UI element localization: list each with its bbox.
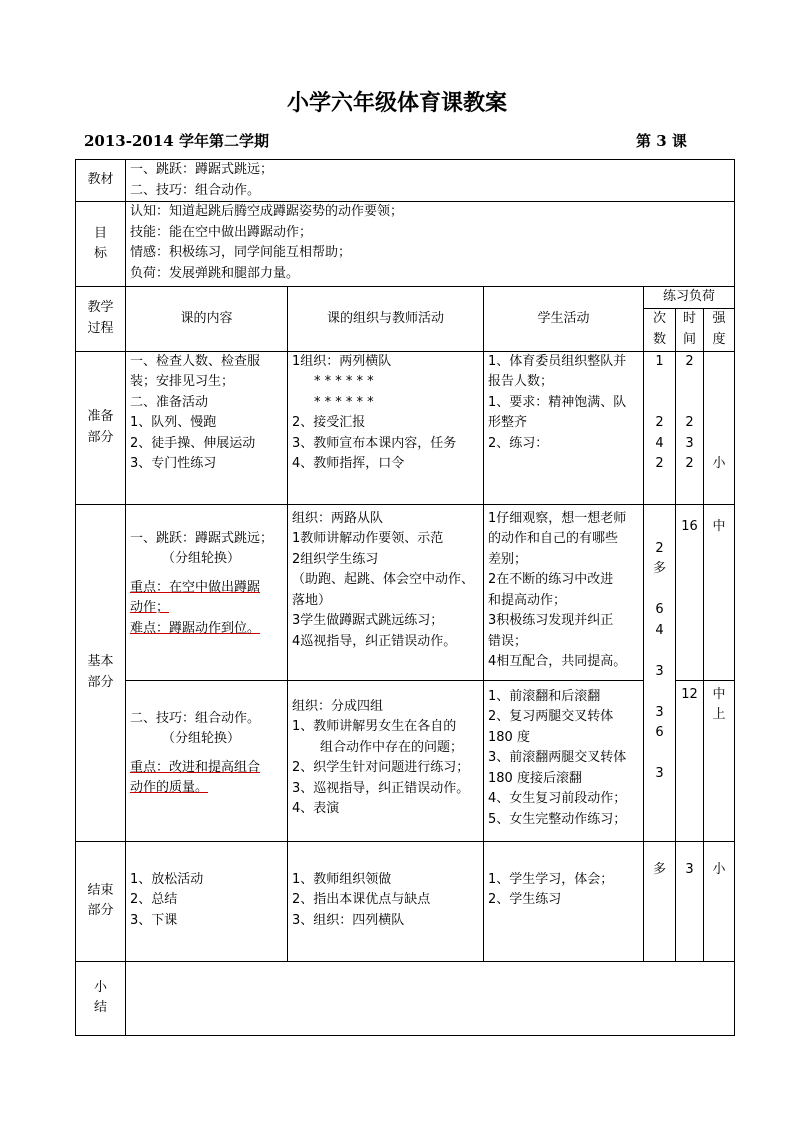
time-header: 时 间 [676,308,704,351]
goals-label: 目 标 [76,202,126,287]
prep-content: 一、检查人数、检查服 装；安排见习生； 二、准备活动 1、队列、慢跑 2、徒手操、伸展运动 3、专门性练习 [126,351,288,504]
basic-times: 2 多 6 4 3 3 6 3 [644,504,676,841]
end-times: 多 [644,841,676,961]
goal-line: 技能：能在空中做出蹲踞动作； [130,224,313,240]
prep-time: 2 2 3 2 [676,351,704,504]
organization-header: 课的组织与教师活动 [288,287,484,352]
skill-student: 1、前滚翻和后滚翻 2、复习两腿交叉转体 180 度 3、前滚翻两腿交叉转体 180 度接后滚翻 4、女生复习前段动作； 5、女生完整动作练习； [484,680,644,841]
skill-content: 二、技巧：组合动作。 （分组轮换） 重点：改进和提高组合 动作的质量。 [126,680,288,841]
end-content: 1、放松活动 2、总结 3、下课 [126,841,288,961]
jump-student: 1仔细观察，想一想老师 的动作和自己的有哪些 差别； 2在不断的练习中改进 和提高动作； 3积极练习发现并纠正 错误； 4相互配合，共同提高。 [484,504,644,680]
prep-student: 1、体育委员组织整队并 报告人数； 1、要求：精神饱满、队 形整齐 2、练习： [484,351,644,504]
times-header: 次 数 [644,308,676,351]
jump-intensity: 中 [704,504,735,680]
material-line: 二、技巧：组合动作。 [130,182,261,198]
summary-label: 小 结 [76,961,126,1035]
jump-content: 一、跳跃：蹲踞式跳远； （分组轮换） 重点：在空中做出蹲踞 动作； 难点：蹲踞动作到位。 [126,504,288,680]
material-content [126,160,735,202]
skill-intensity: 中 上 [704,680,735,841]
jump-time: 16 [676,504,704,680]
material-row [76,160,735,202]
goal-line: 认知：知道起跳后腾空成蹲踞姿势的动作要领； [130,204,404,219]
material-line: 一、跳跃：蹲踞式跳远； [130,162,274,177]
prep-times: 1 2 4 2 [644,351,676,504]
summary-content [126,961,735,1035]
load-header: 练习负荷 [644,287,735,309]
goals-row [76,202,735,287]
skill-time: 12 [676,680,704,841]
jump-organization: 组织：两路从队 1教师讲解动作要领、示范 2组织学生练习 （助跑、起跳、体会空中动作、 落地） 3学生做蹲踞式跳远练习； 4巡视指导，纠正错误动作。 [288,504,484,680]
end-organization: 1、教师组织领做 2、指出本课优点与缺点 3、组织：四列横队 [288,841,484,961]
content-header: 课的内容 [126,287,288,352]
basic-label: 基本 部分 [76,504,126,841]
basic-skill-row [76,680,735,841]
end-intensity: 小 [704,841,735,961]
end-student: 1、学生学习，体会； 2、学生练习 [484,841,644,961]
material-label: 教材 [76,160,126,202]
process-header: 教学 过程 [76,287,126,352]
goal-line: 负荷：发展弹跳和腿部力量。 [130,265,300,281]
header-row [76,287,735,309]
prep-label: 准备 部分 [76,351,126,504]
end-time: 3 [676,841,704,961]
lesson-plan-table [75,159,735,1036]
term-label: 2013-2014 学年第二学期 [84,132,269,150]
student-header: 学生活动 [484,287,644,352]
goal-line: 情感：积极练习，同学间能互相帮助； [130,245,352,260]
lesson-number: 第 3 课 [636,132,687,150]
end-label: 结束 部分 [76,841,126,961]
prep-row [76,351,735,504]
end-row [76,841,735,961]
intensity-header: 强 度 [704,308,735,351]
summary-row [76,961,735,1035]
basic-jump-row [76,504,735,680]
prep-organization: 1组织：两列横队 * * * * * * * * * * * * 2、接受汇报 3、教师宣布本课内容，任务 4、教师指挥，口令 [288,351,484,504]
page-title: 小学六年级体育课教案 [286,90,507,116]
prep-intensity: 小 [704,351,735,504]
skill-organization: 组织：分成四组 1、教师讲解男女生在各自的 组合动作中存在的问题； 2、织学生针对问题进行练习； 3、巡视指导，纠正错误动作。 4、表演 [288,680,484,841]
goals-content [126,202,735,287]
